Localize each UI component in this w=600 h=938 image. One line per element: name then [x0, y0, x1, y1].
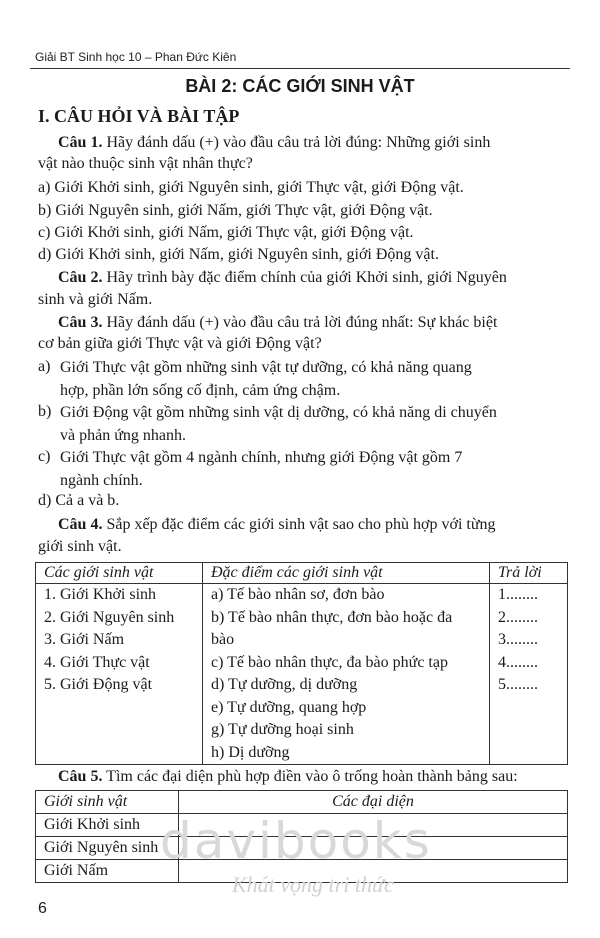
- kingdom-cell: Giới Nấm: [36, 860, 179, 883]
- kingdom-item: 4. Giới Thực vật: [44, 653, 150, 671]
- question-3-label: Câu 3.: [58, 314, 103, 331]
- kingdom-feature-table: [35, 562, 568, 765]
- section-title: I. CÂU HỎI VÀ BÀI TẬP: [38, 106, 240, 126]
- question-3-option-b-line-2: và phản ứng nhanh.: [60, 427, 186, 444]
- question-3-option-a-mark: a): [38, 358, 51, 375]
- kingdom-item: 1. Giới Khởi sinh: [44, 586, 157, 603]
- question-1-line-2: vật nào thuộc sinh vật nhân thực?: [38, 155, 253, 172]
- question-3-option-a-line-1: Giới Thực vật gồm những sinh vật tự dưỡng, có khả năng quang: [60, 359, 472, 376]
- question-3-option-b-mark: b): [38, 403, 52, 420]
- table-header-row: [36, 791, 568, 814]
- question-3-option-d: [38, 490, 119, 511]
- lesson-title: BÀI 2: CÁC GIỚI SINH VẬT: [185, 76, 415, 96]
- feature-item: b) Tế bào nhân thực, đơn bào hoặc đa: [211, 608, 453, 626]
- kingdoms-cell: [36, 584, 203, 765]
- watermark-slogan: Khát vọng tri thức: [232, 872, 394, 897]
- answer-blank: 5........: [498, 676, 538, 693]
- kingdom-cell: Giới Nguyên sinh: [36, 837, 179, 860]
- kingdom-item: 5. Giới Động vật: [44, 676, 153, 693]
- question-3-option-c: [60, 446, 568, 492]
- feature-item: g) Tự dưỡng hoại sinh: [211, 721, 354, 738]
- question-3-option-c-line-2: ngành chính.: [60, 472, 143, 489]
- question-1-line-1: Hãy đánh dấu (+) vào đầu câu trả lời đúng: Những giới sinh: [106, 134, 491, 151]
- question-3-option-a-line-2: hợp, phần lớn sống cố định, cảm ứng chậm.: [60, 382, 341, 399]
- column-header-features: Đặc điểm các giới sinh vật: [203, 563, 490, 584]
- question-4-label: Câu 4.: [58, 516, 103, 533]
- running-header: Giải BT Sinh học 10 – Phan Đức Kiên: [35, 50, 237, 64]
- features-cell: [203, 584, 490, 765]
- question-3-option-d-text: Cả a và b.: [55, 492, 120, 509]
- answers-cell: [490, 584, 568, 765]
- question-3-option-c-line-1: Giới Thực vật gồm 4 ngành chính, nhưng giới Động vật gồm 7: [60, 449, 463, 466]
- header-divider: [30, 68, 570, 69]
- question-3-line-1: Hãy đánh dấu (+) vào đầu câu trả lời đúng nhất: Sự khác biệt: [106, 314, 498, 331]
- question-3: [38, 312, 568, 333]
- question-4-line-1: Sắp xếp đặc điểm các giới sinh vật sao cho phù hợp với từng: [106, 516, 496, 533]
- question-3-option-b-line-1: Giới Động vật gồm những sinh vật dị dưỡng, có khả năng di chuyển: [60, 404, 497, 421]
- question-1-label: Câu 1.: [58, 134, 103, 151]
- question-3-option-c-mark: c): [38, 448, 51, 465]
- column-header-kingdom: Giới sinh vật: [36, 791, 179, 814]
- table-body-row: [36, 584, 568, 765]
- question-5-text: Tìm các đại diện phù hợp điền vào ô trống hoàn thành bảng sau:: [106, 768, 518, 785]
- answer-blank: 2........: [498, 608, 538, 626]
- question-4: [38, 514, 568, 535]
- kingdom-cell: Giới Khởi sinh: [36, 814, 179, 837]
- feature-item: d) Tự dưỡng, dị dưỡng: [211, 676, 358, 693]
- question-3-line-2: cơ bản giữa giới Thực vật và giới Động vật?: [38, 335, 322, 352]
- question-3-option-a: [60, 356, 568, 402]
- kingdom-item: 3. Giới Nấm: [44, 631, 125, 648]
- question-1: [38, 132, 568, 153]
- question-3-option-d-mark: d): [38, 492, 52, 509]
- question-2-line-1: Hãy trình bày đặc điểm chính của giới Khởi sinh, giới Nguyên: [106, 269, 507, 286]
- answer-blank: 3........: [498, 631, 538, 648]
- kingdom-item: 2. Giới Nguyên sinh: [44, 608, 175, 626]
- column-header-answer: Trả lời: [490, 563, 568, 584]
- table-header-row: [36, 563, 568, 584]
- question-5: [38, 766, 568, 787]
- feature-item: c) Tế bào nhân thực, đa bào phức tạp: [211, 653, 448, 671]
- question-5-label: Câu 5.: [58, 768, 103, 785]
- question-1-option-b: b) Giới Nguyên sinh, giới Nấm, giới Thực vật, giới Động vật.: [38, 202, 433, 219]
- watermark-logo: davibooks: [160, 812, 432, 870]
- question-2-label: Câu 2.: [58, 269, 103, 286]
- column-header-representatives: Các đại diện: [179, 791, 568, 814]
- feature-item: h) Dị dưỡng: [211, 743, 290, 761]
- question-2: [38, 267, 568, 288]
- question-1-option-c: c) Giới Khởi sinh, giới Nấm, giới Thực vật, giới Động vật.: [38, 224, 414, 241]
- page-number: 6: [38, 900, 47, 917]
- question-4-line-2: giới sinh vật.: [38, 538, 122, 555]
- column-header-kingdoms: Các giới sinh vật: [36, 563, 203, 584]
- question-1-option-d: d) Giới Khởi sinh, giới Nấm, giới Nguyên sinh, giới Động vật.: [38, 246, 439, 263]
- question-3-option-b: [60, 401, 568, 447]
- answer-blank: 4........: [498, 653, 538, 671]
- feature-item: e) Tự dưỡng, quang hợp: [211, 698, 367, 716]
- answer-blank: 1........: [498, 586, 538, 603]
- question-1-option-a: a) Giới Khởi sinh, giới Nguyên sinh, giới Thực vật, giới Động vật.: [38, 179, 464, 196]
- feature-item: bào: [211, 631, 235, 648]
- feature-item: a) Tế bào nhân sơ, đơn bào: [211, 586, 385, 603]
- question-2-line-2: sinh và giới Nấm.: [38, 291, 153, 308]
